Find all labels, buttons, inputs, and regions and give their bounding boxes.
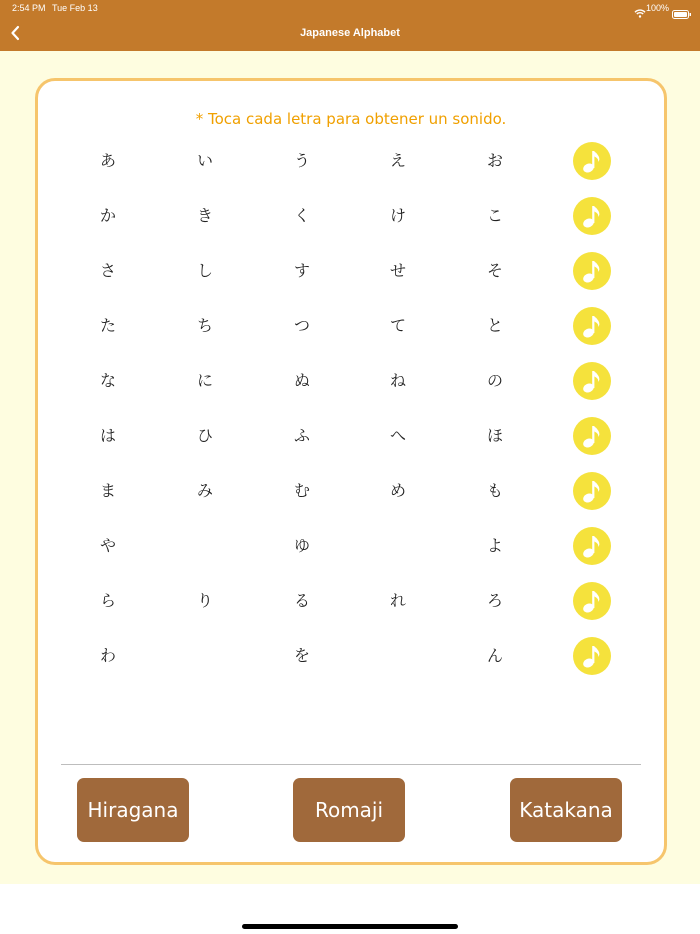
kana-cell[interactable]: め (389, 481, 406, 500)
instruction-text: * Toca cada letra para obtener un sonido. (195, 110, 507, 128)
music-note-icon (581, 478, 603, 504)
kana-cell[interactable]: き (196, 206, 213, 225)
row-sound-button[interactable] (573, 472, 611, 510)
row-sound-button[interactable] (573, 582, 611, 620)
wifi-icon (634, 3, 646, 22)
row-sound-button[interactable] (573, 527, 611, 565)
music-note-icon (581, 368, 603, 394)
kana-cell[interactable]: な (99, 371, 116, 390)
kana-row (38, 581, 664, 621)
kana-cell[interactable]: ら (99, 591, 116, 610)
kana-cell[interactable]: に (196, 371, 213, 390)
kana-cell[interactable]: さ (99, 261, 116, 280)
kana-cell[interactable]: す (293, 261, 310, 280)
kana-cell[interactable]: え (389, 151, 406, 170)
battery-percentage: 100% (645, 3, 669, 13)
kana-cell[interactable]: よ (486, 536, 503, 555)
row-sound-button[interactable] (573, 142, 611, 180)
kana-cell[interactable]: ち (196, 316, 213, 335)
kana-row (38, 471, 664, 511)
kana-cell[interactable]: は (99, 426, 116, 445)
kana-cell[interactable]: み (196, 481, 213, 500)
kana-cell[interactable]: ゆ (293, 536, 310, 555)
music-note-icon (581, 643, 603, 669)
kana-cell[interactable]: も (486, 481, 503, 500)
kana-row (38, 416, 664, 456)
kana-cell[interactable]: て (389, 316, 406, 335)
kana-cell[interactable]: ふ (293, 426, 310, 445)
kana-cell[interactable]: た (99, 316, 116, 335)
kana-cell[interactable]: お (486, 151, 503, 170)
kana-cell[interactable]: れ (389, 591, 406, 610)
katakana-button[interactable]: Katakana (510, 778, 622, 842)
kana-row (38, 251, 664, 291)
kana-cell[interactable]: ろ (486, 591, 503, 610)
kana-cell[interactable]: い (196, 151, 213, 170)
kana-cell[interactable]: や (99, 536, 116, 555)
music-note-icon (581, 148, 603, 174)
status-time: 2:54 PM (12, 3, 46, 13)
kana-row (38, 526, 664, 566)
kana-row (38, 306, 664, 346)
kana-row (38, 196, 664, 236)
kana-cell[interactable]: せ (389, 261, 406, 280)
kana-cell[interactable]: し (196, 261, 213, 280)
kana-cell[interactable]: を (293, 646, 310, 665)
kana-cell[interactable]: か (99, 206, 116, 225)
music-note-icon (581, 313, 603, 339)
battery-icon (672, 4, 692, 23)
kana-cell-empty (175, 636, 235, 676)
kana-cell[interactable]: け (389, 206, 406, 225)
kana-row (38, 636, 664, 676)
kana-cell[interactable]: む (293, 481, 310, 500)
kana-cell[interactable]: ん (486, 646, 503, 665)
kana-cell[interactable]: る (293, 591, 310, 610)
kana-cell[interactable]: く (293, 206, 310, 225)
divider (61, 764, 641, 765)
kana-cell[interactable]: ほ (486, 426, 503, 445)
kana-cell[interactable]: の (486, 371, 503, 390)
kana-cell[interactable]: ひ (196, 426, 213, 445)
nav-bar (0, 0, 700, 51)
romaji-button[interactable]: Romaji (293, 778, 405, 842)
row-sound-button[interactable] (573, 197, 611, 235)
music-note-icon (581, 203, 603, 229)
row-sound-button[interactable] (573, 362, 611, 400)
kana-cell[interactable]: り (196, 591, 213, 610)
kana-cell[interactable]: ね (389, 371, 406, 390)
kana-cell[interactable]: こ (486, 206, 503, 225)
kana-cell-empty (368, 636, 428, 676)
kana-cell[interactable]: あ (99, 151, 116, 170)
kana-cell[interactable]: つ (293, 316, 310, 335)
kana-cell-empty (368, 526, 428, 566)
kana-cell[interactable]: ぬ (293, 371, 310, 390)
kana-card (35, 78, 667, 865)
kana-cell[interactable]: わ (99, 646, 116, 665)
kana-cell[interactable]: と (486, 316, 503, 335)
status-date: Tue Feb 13 (52, 3, 98, 13)
music-note-icon (581, 533, 603, 559)
home-indicator (242, 924, 458, 929)
kana-cell[interactable]: ま (99, 481, 116, 500)
kana-row (38, 141, 664, 181)
row-sound-button[interactable] (573, 417, 611, 455)
row-sound-button[interactable] (573, 307, 611, 345)
music-note-icon (581, 258, 603, 284)
row-sound-button[interactable] (573, 252, 611, 290)
music-note-icon (581, 423, 603, 449)
kana-cell[interactable]: う (293, 151, 310, 170)
hiragana-button[interactable]: Hiragana (77, 778, 189, 842)
page-title: Japanese Alphabet (300, 27, 400, 39)
kana-row (38, 361, 664, 401)
kana-cell[interactable]: へ (389, 426, 406, 445)
kana-cell[interactable]: そ (486, 261, 503, 280)
kana-cell-empty (175, 526, 235, 566)
row-sound-button[interactable] (573, 637, 611, 675)
music-note-icon (581, 588, 603, 614)
